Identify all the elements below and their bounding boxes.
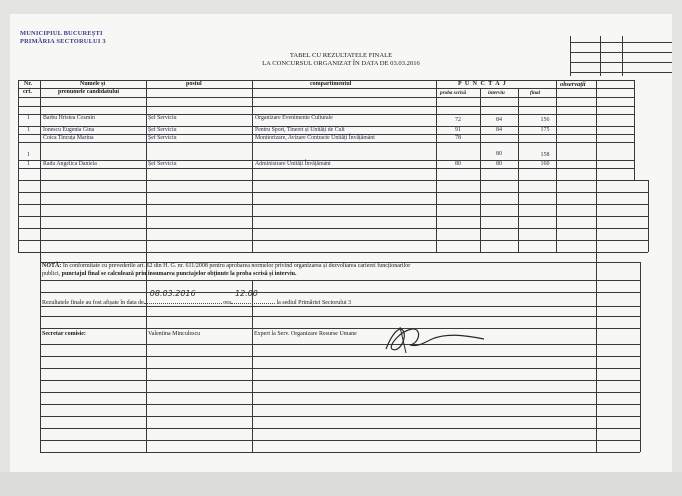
row-post: Șef Serviciu [148, 127, 177, 133]
secretary-label: Secretar comisie: [42, 331, 86, 337]
row-post: Șef Serviciu [148, 135, 177, 141]
col-header-written: proba scrisă [440, 90, 467, 96]
row-interview: 80 [496, 161, 502, 167]
row-final: 156 [540, 117, 550, 123]
secretary-role: Expert la Serv. Organizare Resurse Umane [254, 331, 357, 337]
col-header-post: postul [186, 81, 202, 87]
doc-title-line2: LA CONCURSUL ORGANIZAT ÎN DATA DE 03.03.2016 [262, 60, 420, 67]
col-header-final: final [530, 90, 541, 96]
row-written: 72 [455, 117, 461, 123]
row-dept: Pentru Sport, Tineret și Unități de Cult [255, 127, 345, 133]
row-post: Șef Serviciu [148, 115, 177, 121]
row-post: Șef Serviciu [148, 161, 177, 167]
row-name: Ionescu Eugenia Gina [43, 127, 95, 133]
col-header-dept: compartimentul [310, 81, 352, 87]
org-name-line2: PRIMĂRIA SECTORULUI 3 [20, 38, 106, 45]
row-nr: 1 [27, 115, 30, 121]
row-final: 175 [540, 127, 550, 133]
row-dept: Administrare Unități Învățământ [255, 161, 331, 167]
row-dept: Organizare Evenimente Culturale [255, 115, 333, 121]
row-interview: 80 [496, 151, 502, 157]
doc-title-line1: TABEL CU REZULTATELE FINALE [289, 52, 393, 59]
row-nr: 1 [27, 161, 30, 167]
note-text-line2a: publici, [42, 271, 61, 277]
row-dept: Monitorizare, Avizare Contracte Unități Învățământ [255, 135, 375, 141]
col-header-nr-1: Nr. [24, 81, 32, 87]
row-written: 91 [455, 127, 461, 133]
posting-hour-handwritten: 12.00 [234, 289, 258, 298]
row-final: 158 [540, 152, 550, 158]
row-final: 160 [540, 161, 550, 167]
row-written: 80 [455, 161, 461, 167]
row-name: Radu Angelica Daniela [43, 161, 97, 167]
row-interview: 84 [496, 117, 502, 123]
col-header-punctaj: P U N C T A J [458, 81, 507, 87]
note-text-line2b: punctajul final se calculează prin însumarea punctajelor obținute la proba scrisă și interviu. [61, 271, 297, 277]
posting-prefix: Rezultatele finale au fost afișate în data de [42, 300, 144, 306]
posting-date-handwritten: 08.03.2016 [149, 289, 196, 298]
col-header-name-1: Numele și [80, 81, 106, 87]
note-label: NOTĂ: [42, 263, 62, 269]
col-header-nr-2: crt. [23, 89, 32, 95]
col-header-name-2: prenumele candidatului [58, 89, 120, 95]
row-written: 78 [455, 135, 461, 141]
row-name: Barbu Hristea Cosmin [43, 115, 95, 121]
org-name-line1: MUNICIPIUL BUCUREȘTI [20, 30, 103, 37]
posting-suffix: la sediul Primăriei Sectorului 3 [276, 300, 352, 306]
col-header-interview: interviu [488, 90, 505, 96]
row-name: Coica Tincuța Marina [43, 135, 94, 141]
posting-line [42, 289, 352, 306]
secretary-name: Valentina Minculescu [148, 331, 201, 337]
row-nr: 1 [27, 152, 30, 158]
row-nr: 1 [27, 127, 30, 133]
row-interview: 84 [496, 127, 502, 133]
posting-mid: ora [223, 300, 231, 306]
note-text-line1: In conformitate cu prevederile art. 62 din H. G. nr. 611/2008 pentru aprobarea normelor privind organizarea și dezvoltarea carierei funcționarilor [62, 263, 411, 269]
col-header-obs: observații [560, 81, 586, 88]
handwritten-signature [380, 319, 490, 359]
document-sheet [10, 14, 672, 472]
scan-bottom-margin [0, 472, 682, 496]
